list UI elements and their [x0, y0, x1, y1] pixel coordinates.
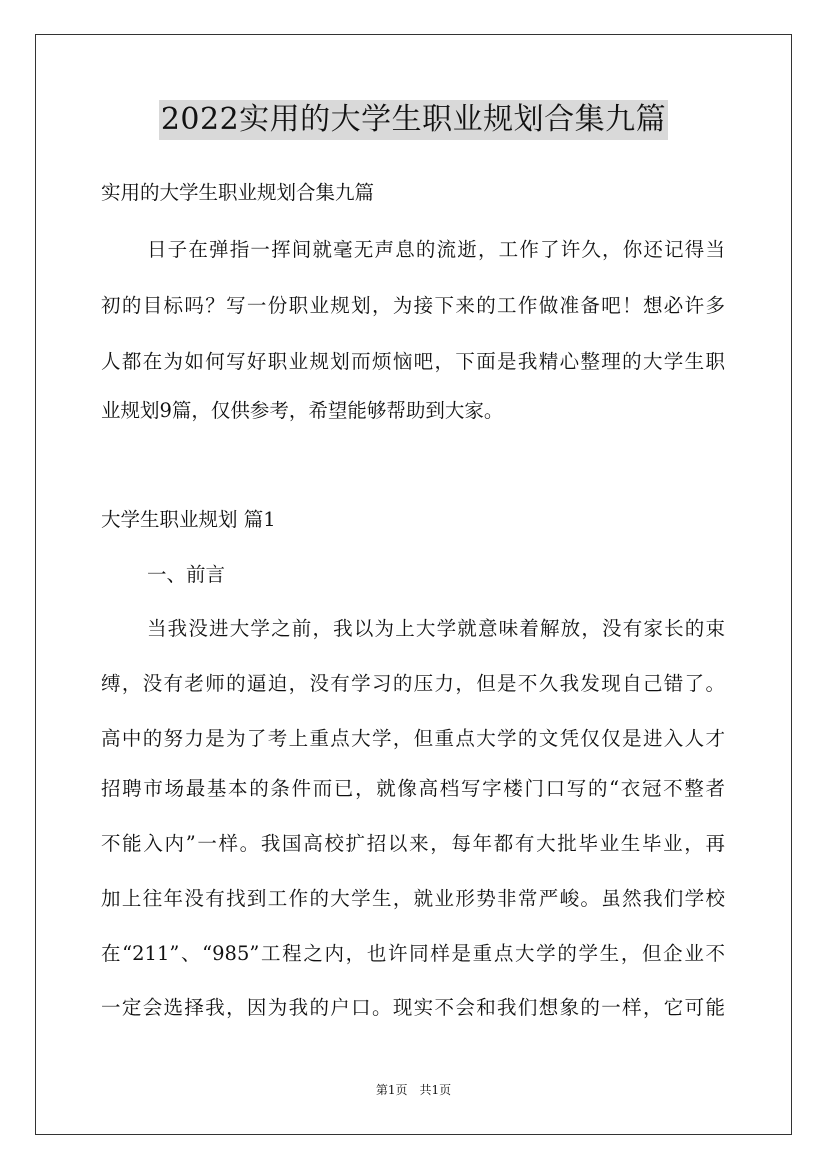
intro-line: 日子在弹指一挥间就毫无声息的流逝，工作了许久，你还记得当: [147, 238, 725, 261]
body-line: 加上往年没有找到工作的大学生，就业形势非常严峻。虽然我们学校: [101, 887, 725, 910]
intro-line: 人都在为如何写好职业规划而烦恼吧，下面是我精心整理的大学生职: [101, 350, 725, 373]
document-title: 2022实用的大学生职业规划合集九篇: [159, 100, 668, 140]
body-line: 招聘市场最基本的条件而已，就像高档写字楼门口写的“衣冠不整者: [101, 777, 725, 800]
intro-line: 初的目标吗？写一份职业规划，为接下来的工作做准备吧！想必许多: [101, 294, 725, 317]
title-container: [0, 100, 827, 140]
body-line: 缚，没有老师的逼迫，没有学习的压力，但是不久我发现自己错了。: [101, 672, 725, 695]
body-line: 在“211”、“985”工程之内，也许同样是重点大学的学生，但企业不: [101, 942, 725, 965]
sub-heading: 一、前言: [147, 563, 226, 586]
section-heading: 大学生职业规划 篇1: [101, 508, 276, 531]
document-subtitle: 实用的大学生职业规划合集九篇: [101, 181, 375, 204]
body-line: 当我没进大学之前，我以为上大学就意味着解放，没有家长的束: [147, 617, 725, 640]
body-line: 不能入内”一样。我国高校扩招以来，每年都有大批毕业生毕业，再: [101, 832, 725, 855]
intro-line: 业规划9篇，仅供参考，希望能够帮助到大家。: [101, 399, 504, 422]
body-line: 一定会选择我，因为我的户口。现实不会和我们想象的一样，它可能: [101, 996, 725, 1019]
page-footer: 第1页 共1页: [375, 1083, 452, 1097]
body-line: 高中的努力是为了考上重点大学，但重点大学的文凭仅仅是进入人才: [101, 727, 725, 750]
